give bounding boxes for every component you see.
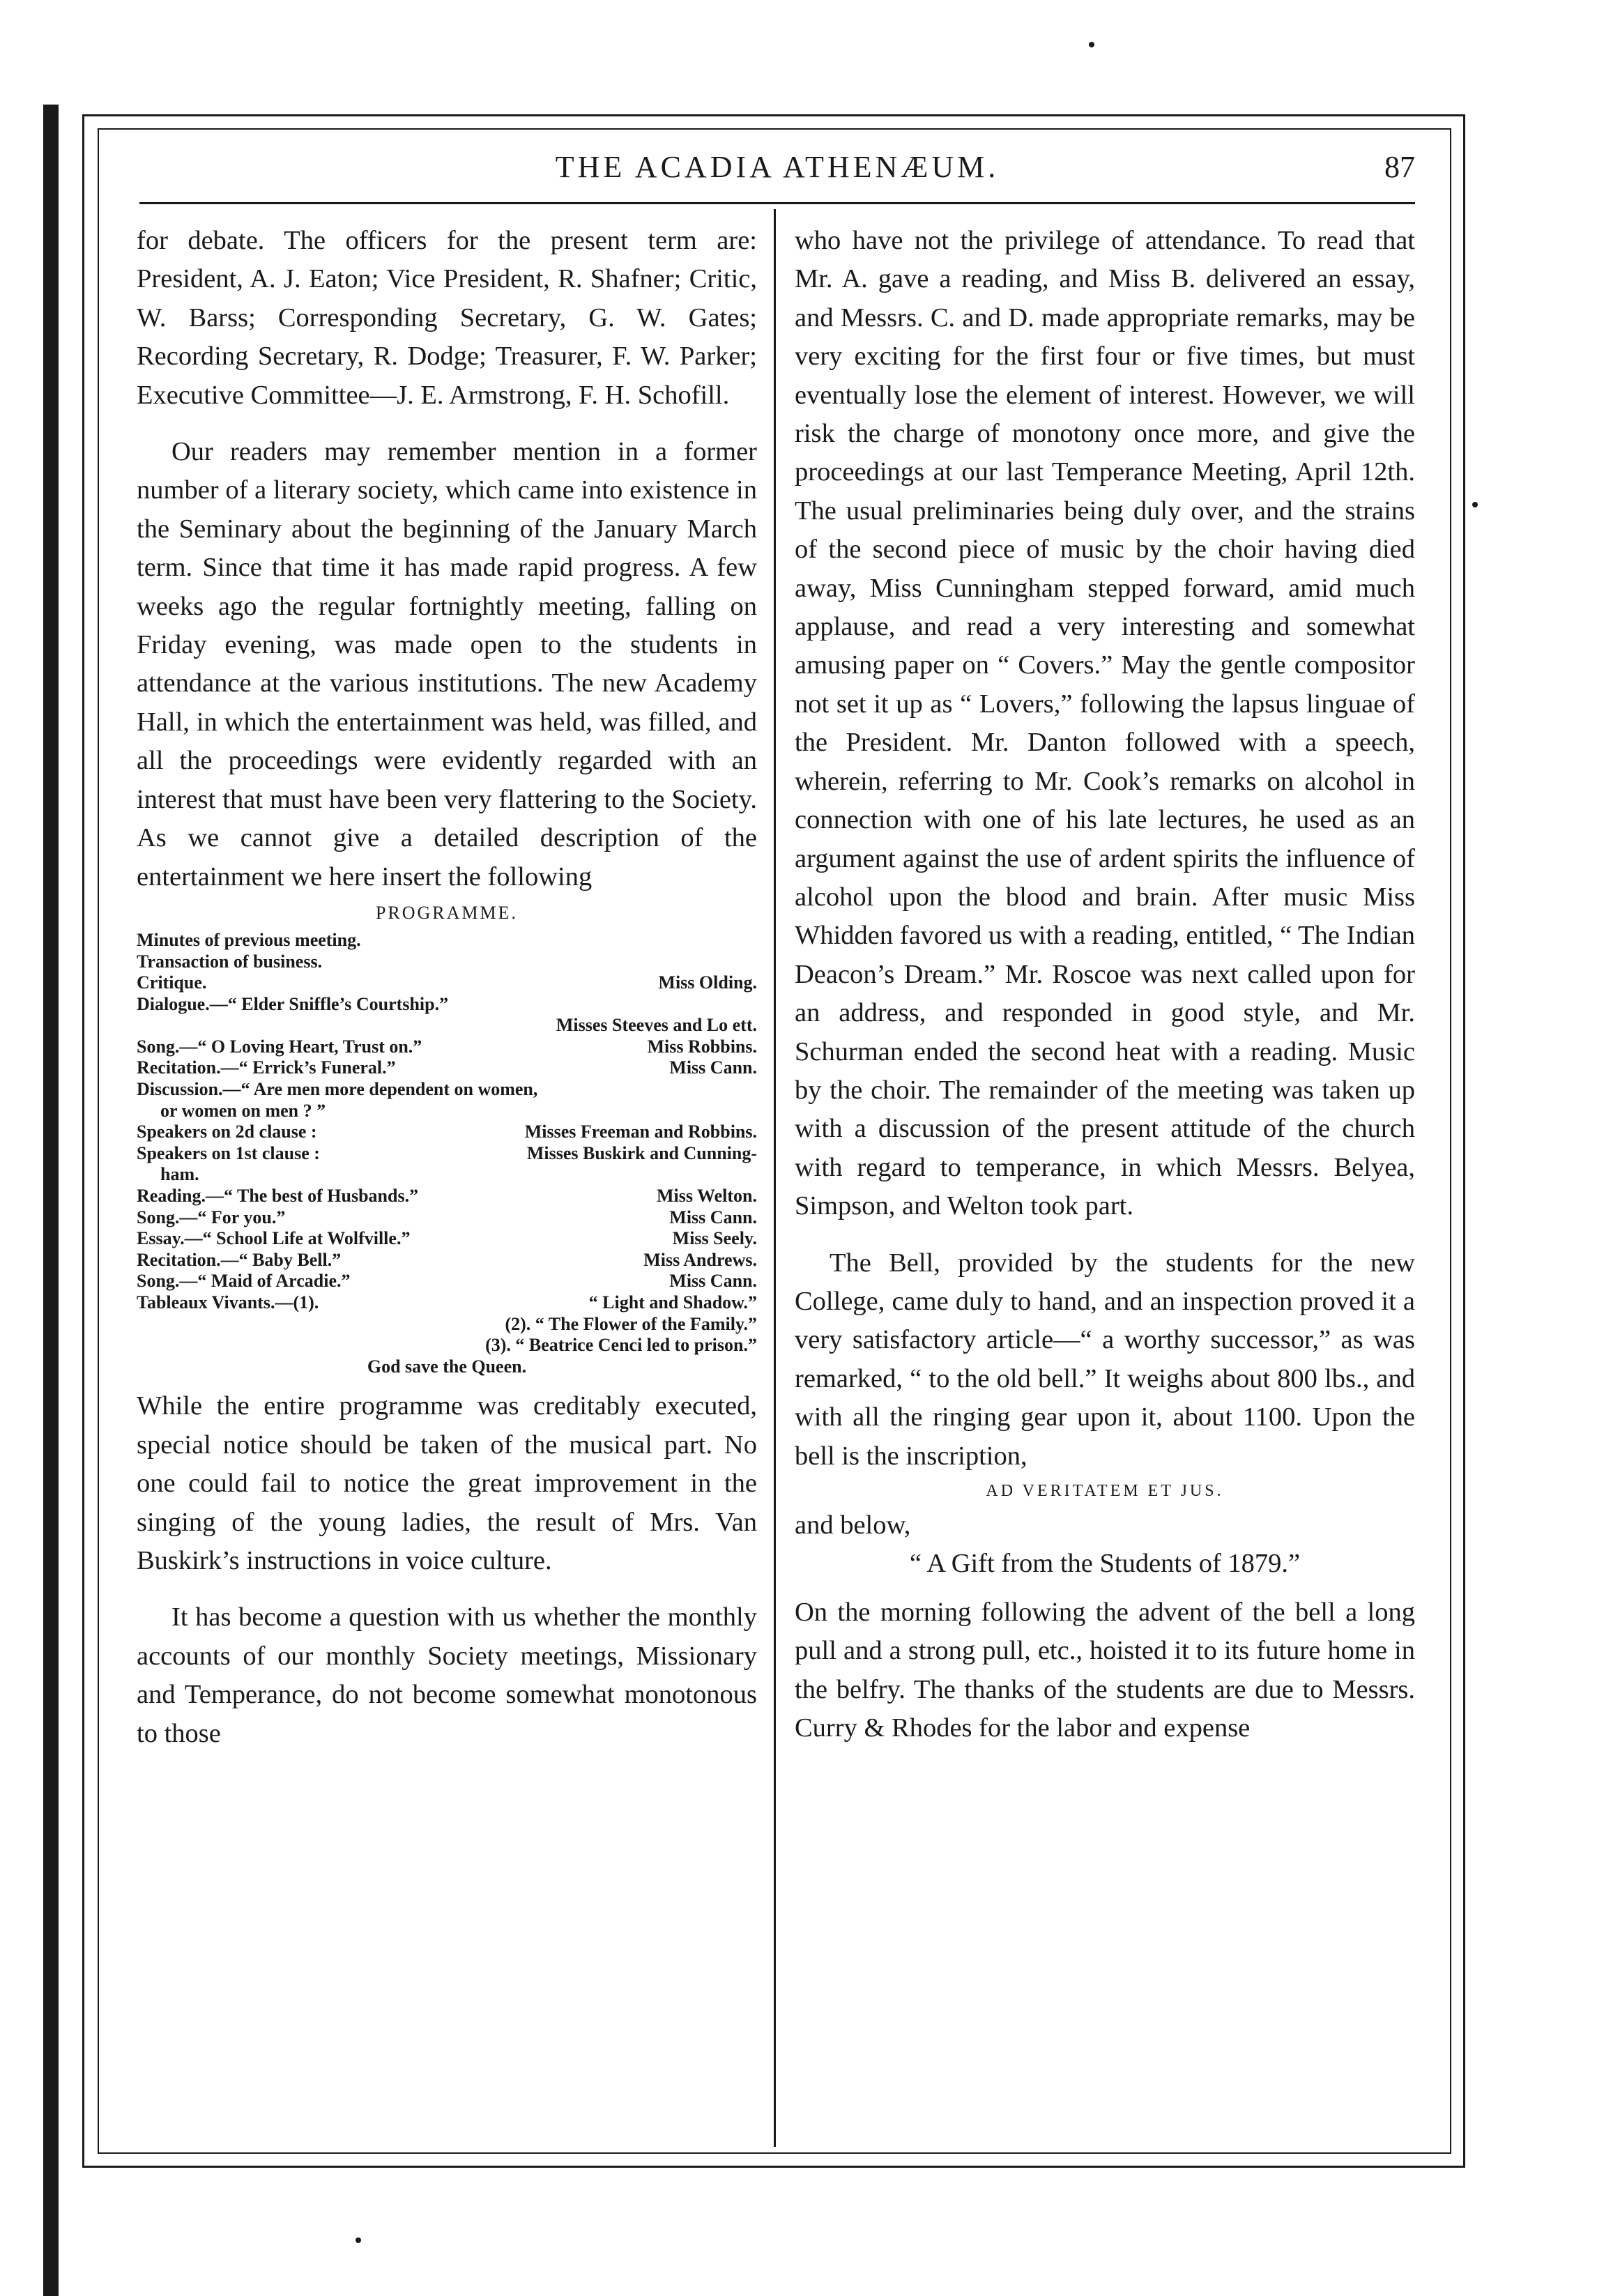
programme-item: Dialogue.—“ Elder Sniffle’s Courtship.” (137, 993, 449, 1014)
tableau-three: (3). “ Beatrice Cenci led to prison.” (485, 1335, 757, 1356)
programme-item-continued: or women on men ? ” (160, 1100, 326, 1121)
programme-item: Discussion.—“ Are men more dependent on women, (137, 1079, 538, 1100)
page-header (139, 143, 1415, 192)
bell-gift-line: “ A Gift from the Students of 1879.” (909, 1549, 1301, 1579)
programme-item (137, 1122, 757, 1143)
officers-paragraph: for debate. The officers for the present term are: President, A. J. Eaton; Vice President, R. Shafner; Critic, W. Barss; Corresponding Secretary, G. W. Gates; Recording Secretary, R. Dodge; Treasurer, F. W. Parker; Executive Committee—J. E. Armstrong, F. H. Schofill. (137, 226, 757, 410)
programme-item-performer: Miss Cann. (669, 1271, 757, 1292)
programme-item (137, 1207, 757, 1229)
programme-item-performer: Miss Cann. (669, 1057, 757, 1078)
programme-item-title: Song.—“ For you.” (137, 1207, 286, 1227)
programme-item-title: Speakers on 2d clause : (137, 1122, 317, 1142)
temperance-meeting-paragraph: who have not the privilege of attendance. To read that Mr. A. gave a reading, and Miss B. delivered an essay, and Messrs. C. and D. made appropriate remarks, may be very exciting for the first four or five times, but must eventually lose the element of interest. However, we will risk the charge of monotony once more, and give the proceedings at our last Temperance Meeting, April 12th. The usual preliminaries being duly over, and the strains of the second piece of music by the choir having died away, Miss Cunningham stepped forward, amid much applause, and read a very interesting and somewhat amusing paper on “ Covers.” May the gentle compositor not set it up as “ Lovers,” following the lapsus linguae of the President. Mr. Danton followed with a speech, wherein, referring to Mr. Cook’s remarks on alcohol in connection with one of his late lectures, he used as an argument against the use of ardent spirits the influence of alcohol upon the blood and brain. After music Miss Whidden favored us with a reading, entitled, “ The Indian Deacon’s Dream.” Mr. Roscoe was next called upon for an address, and responded in good style, and Mr. Schurman ended the second heat with a reading. Music by the choir. The remainder of the meeting was taken up with a discussion of the present attitude of the church with regard to temperance, in which Messrs. Belyea, Simpson, and Welton took part. (795, 226, 1415, 1221)
programme-item-title: Reading.—“ The best of Husbands.” (137, 1186, 419, 1207)
print-speck (1472, 502, 1478, 507)
programme-item-title: Song.—“ O Loving Heart, Trust on.” (137, 1036, 422, 1057)
programme-item (137, 1186, 757, 1207)
programme-item-performer: Misses Buskirk and Cunning- (526, 1142, 757, 1163)
spine-mark (43, 251, 59, 254)
programme-item-performer: Miss Welton. (657, 1186, 757, 1207)
programme-item-performer: Miss Cann. (669, 1207, 757, 1227)
tableau-two: (2). “ The Flower of the Family.” (505, 1313, 757, 1334)
programme-item-title: Recitation.—“ Baby Bell.” (137, 1249, 342, 1270)
tableau-one: “ Light and Shadow.” (588, 1292, 757, 1312)
column-divider (774, 209, 776, 2147)
music-remarks-paragraph: While the entire programme was creditably executed, special notice should be taken of the musical part. No one could fail to notice the great improvement in the singing of the young ladies, the result of Mrs. Van Buskirk’s instructions in voice culture. (137, 1391, 757, 1575)
print-speck (1089, 42, 1094, 47)
programme-item-performer: Miss Seely. (672, 1228, 757, 1249)
programme-item-title: Recitation.—“ Errick’s Funeral.” (137, 1057, 396, 1078)
programme-list (137, 930, 757, 1377)
programme-item-title: Tableaux Vivants.—(1). (137, 1292, 319, 1312)
programme-item-performer: Miss Andrews. (643, 1249, 757, 1270)
programme-item-performer: Misses Freeman and Robbins. (524, 1122, 757, 1142)
page-spine-edge (43, 105, 59, 2296)
college-bell-paragraph: The Bell, provided by the students for the new College, came duly to hand, and an inspection proved it a very satisfactory article—“ a worthy successor,” as was remarked, “ to the old bell.” It weighs about 800 lbs., and with all the ringing gear upon it, about 1100. Upon the bell is the inscription, (795, 1248, 1415, 1471)
page-number: 87 (1384, 150, 1415, 184)
bell-hoisting-paragraph: On the morning following the advent of the bell a long pull and a strong pull, etc., hoisted it to its future home in the belfry. The thanks of the students are due to Messrs. Curry & Rhodes for the labor and expense (795, 1597, 1415, 1743)
programme-heading: PROGRAMME. (375, 902, 519, 923)
and-below-line: and below, (795, 1510, 911, 1540)
programme-item-continued: ham. (160, 1164, 199, 1185)
programme-item-performer: Misses Steeves and Lo ett. (556, 1015, 757, 1036)
programme-item (137, 1057, 757, 1079)
programme-item-title: Speakers on 1st clause : (137, 1142, 320, 1163)
programme-item (137, 1271, 757, 1292)
programme-item (137, 1036, 757, 1058)
programme-item-performer: Miss Robbins. (647, 1036, 757, 1057)
bell-inscription: AD VERITATEM ET JUS. (986, 1482, 1224, 1500)
programme-item-title: Critique. (137, 972, 207, 993)
programme-item (137, 1143, 757, 1165)
left-column (137, 222, 757, 1753)
spine-mark (50, 279, 59, 282)
header-rule (139, 202, 1415, 204)
programme-item (137, 1292, 757, 1314)
programme-item-title: Song.—“ Maid of Arcadie.” (137, 1271, 351, 1292)
programme-item-title: Essay.—“ School Life at Wolfville.” (137, 1228, 411, 1249)
programme-item (137, 1228, 757, 1250)
running-title: THE ACADIA ATHENÆUM. (555, 150, 1000, 184)
print-speck (356, 2237, 361, 2243)
programme-item-performer: Miss Olding. (658, 972, 757, 993)
monthly-accounts-paragraph: It has become a question with us whether the monthly accounts of our monthly Society meetings, Missionary and Temperance, do not become somewhat monotonous to those (137, 1602, 757, 1748)
right-column (795, 222, 1415, 1747)
programme-item (137, 972, 757, 994)
programme-closing: God save the Queen. (367, 1356, 527, 1377)
literary-society-paragraph: Our readers may remember mention in a former number of a literary society, which came into existence in the Seminary about the beginning of the January March term. Since that time it has made rapid progress. A few weeks ago the regular fortnightly meeting, falling on Friday evening, was made open to the students in attendance at the various institutions. The new Academy Hall, in which the entertainment was held, was filled, and all the proceedings were evidently regarded with an interest that must have been very flattering to the Society. As we cannot give a detailed description of the entertainment we here insert the following (137, 437, 757, 891)
programme-item: Transaction of business. (137, 951, 323, 972)
programme-item (137, 1250, 757, 1271)
programme-item: Minutes of previous meeting. (137, 929, 361, 950)
